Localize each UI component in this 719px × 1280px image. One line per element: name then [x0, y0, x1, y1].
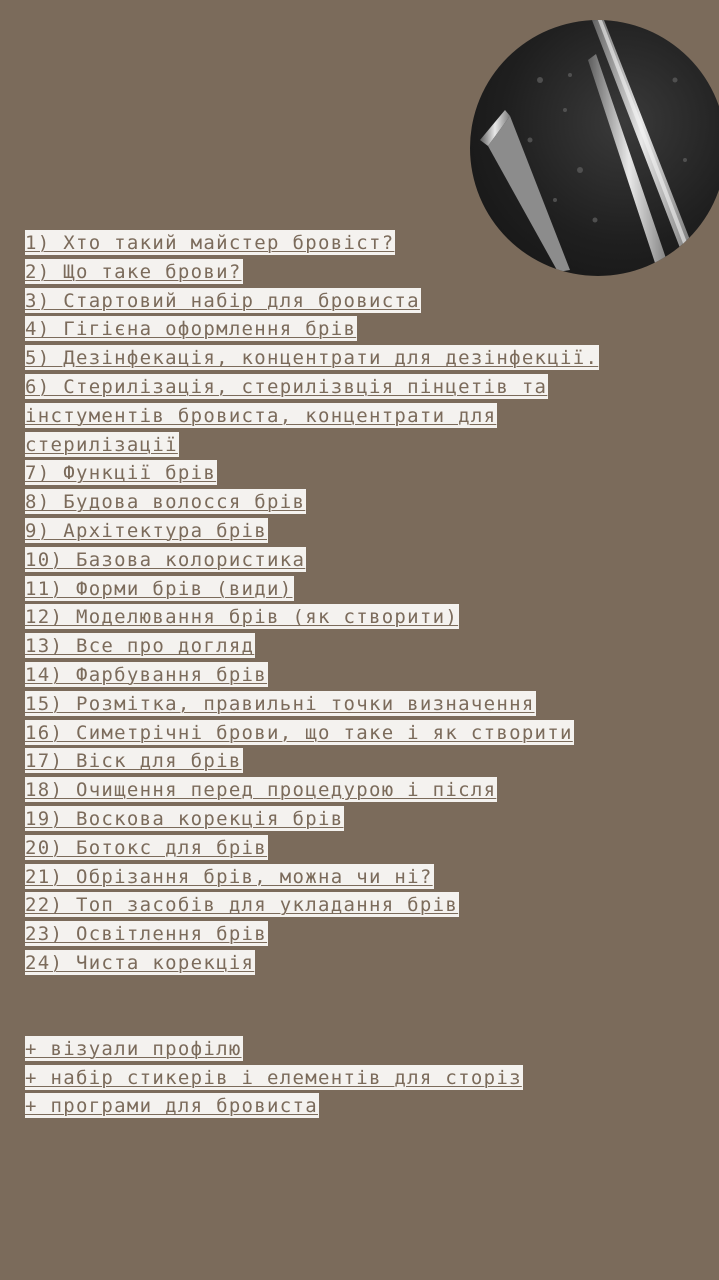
- list-item-text: 6) Стерилізація, стерилізвція пінцетів та: [25, 375, 548, 398]
- list-item-text: стерилізації: [25, 433, 178, 456]
- list-item-text: 8) Будова волосся брів: [25, 491, 306, 514]
- list-item: [25, 805, 715, 834]
- list-item-text: 13) Все про догляд: [25, 635, 255, 658]
- list-item-continuation: [25, 431, 715, 460]
- list-item-text: 1) Хто такий майстер бровіст?: [25, 232, 395, 254]
- bonus-item-text: + програми для бровиста: [25, 1095, 318, 1118]
- list-item: [25, 315, 715, 344]
- list-item-text: 18) Очищення перед процедурою і після: [25, 779, 497, 802]
- list-item-text: інстументів бровиста, концентрати для: [25, 404, 497, 427]
- list-item: [25, 632, 715, 661]
- spacer: [25, 978, 715, 1035]
- list-item-text: 19) Воскова корекція брів: [25, 807, 344, 830]
- list-item-text: 24) Чиста корекція: [25, 951, 255, 974]
- list-item: [25, 719, 715, 748]
- list-item-text: 11) Форми брів (види): [25, 577, 293, 600]
- list-item-text: 22) Топ засобів для укладання брів: [25, 894, 459, 917]
- list-item-text: 9) Архітектура брів: [25, 519, 268, 542]
- list-item: [25, 258, 715, 287]
- list-item: [25, 834, 715, 863]
- list-item-text: 7) Функції брів: [25, 462, 217, 485]
- list-item: [25, 603, 715, 632]
- list-item-text: 15) Розмітка, правильні точки визначення: [25, 692, 535, 715]
- toc-list: [25, 229, 715, 1121]
- list-item: [25, 546, 715, 575]
- list-item-text: 4) Гігієна оформлення брів: [25, 318, 357, 341]
- list-item: [25, 459, 715, 488]
- list-item-text: 23) Освітлення брів: [25, 923, 268, 946]
- bonus-item: [25, 1064, 715, 1093]
- bonus-item: [25, 1035, 715, 1064]
- list-item: [25, 373, 715, 402]
- list-item-text: 17) Віск для брів: [25, 750, 242, 773]
- list-item-text: 14) Фарбування брів: [25, 663, 268, 686]
- list-item: [25, 488, 715, 517]
- list-item: [25, 747, 715, 776]
- list-item-text: 20) Ботокс для брів: [25, 836, 268, 859]
- list-item-text: 5) Дезінфекація, концентрати для дезінфекції.: [25, 347, 599, 370]
- list-item: [25, 690, 715, 719]
- list-item: [25, 776, 715, 805]
- list-item: [25, 287, 715, 316]
- list-item: [25, 229, 715, 258]
- list-item: [25, 891, 715, 920]
- list-item: [25, 517, 715, 546]
- list-item: [25, 863, 715, 892]
- list-item-text: 2) Що таке брови?: [25, 260, 242, 283]
- list-item: [25, 575, 715, 604]
- list-item-text: 16) Симетрічні брови, що таке і як створити: [25, 721, 573, 744]
- list-item: [25, 344, 715, 373]
- list-item-continuation: [25, 402, 715, 431]
- list-item-text: 10) Базова колористика: [25, 548, 306, 571]
- list-item: [25, 661, 715, 690]
- bonus-item-text: + візуали профілю: [25, 1037, 242, 1060]
- bonus-item-text: + набір стикерів і елементів для сторіз: [25, 1066, 522, 1089]
- list-item-text: 21) Обрізання брів, можна чи ні?: [25, 865, 433, 888]
- list-item-text: 12) Моделювання брів (як створити): [25, 606, 459, 629]
- list-item: [25, 949, 715, 978]
- list-item: [25, 920, 715, 949]
- list-item-text: 3) Стартовий набір для бровиста: [25, 289, 420, 312]
- bonus-item: [25, 1092, 715, 1121]
